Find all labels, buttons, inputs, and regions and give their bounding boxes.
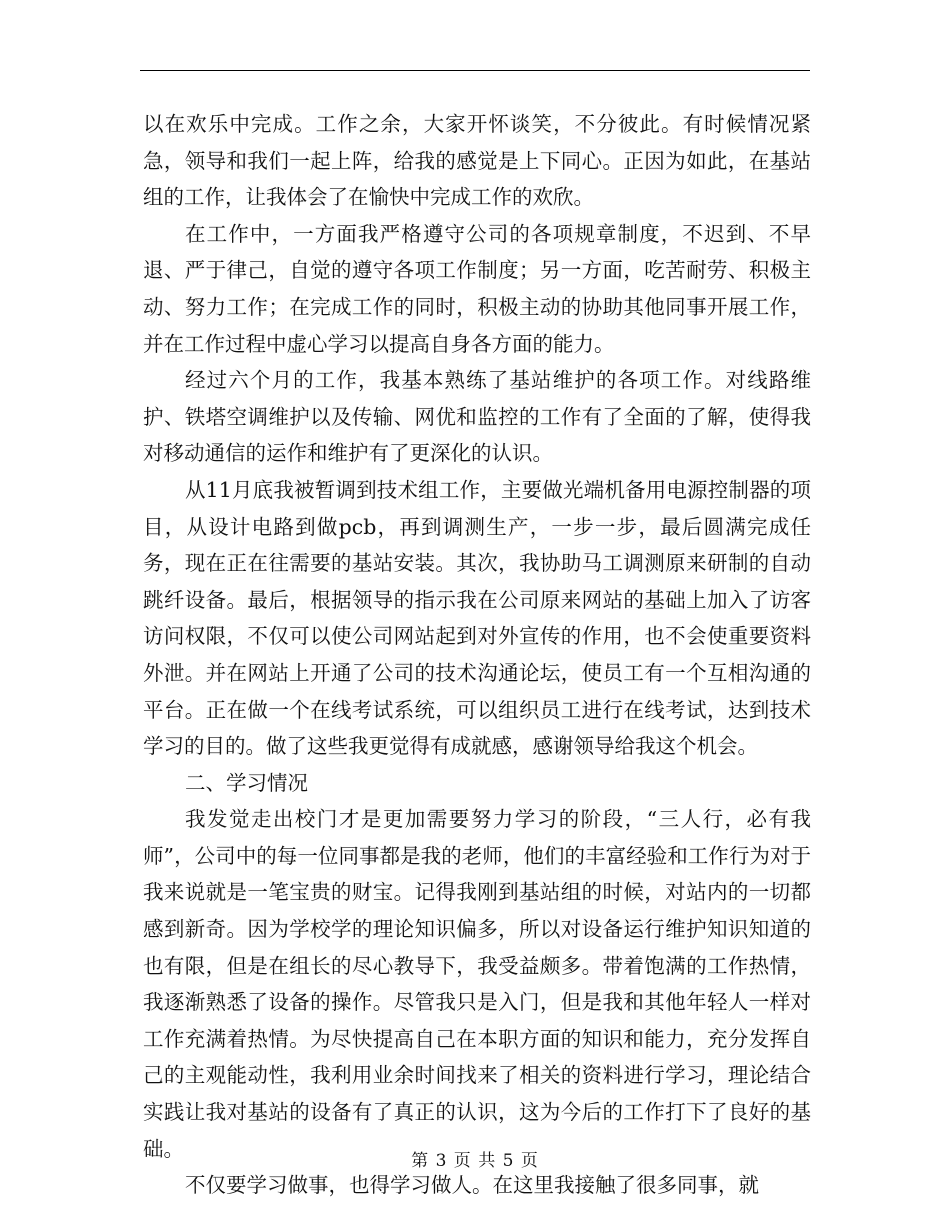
paragraph-1: 以在欢乐中完成。工作之余，大家开怀谈笑，不分彼此。有时候情况紧急，领导和我们一起上阵，给我的感觉是上下同心。正因为如此，在基站组的工作，让我体会了在愉快中完成工作的欢欣。 [143, 112, 811, 210]
paragraph-5: 我发觉走出校门才是更加需要努力学习的阶段，“三人行，必有我师”，公司中的每一位同事都是我的老师，他们的丰富经验和工作行为对于我来说就是一笔宝贵的财宝。记得我刚到基站组的时候，对站内的一切都感到新奇。因为学校学的理论知识偏多，所以对设备运行维护知识知道的也有限，但是在组长的尽心教导下，我受益颇多。带着饱满的工作热情，我逐渐熟悉了设备的操作。尽管我只是入门，但是我和其他年轻人一样对工作充满着热情。为尽快提高自己在本职方面的知识和能力，充分发挥自己的主观能动性，我利用业余时间找来了相关的资料进行学习，理论结合实践让我对基站的设备有了真正的认识，这为今后的工作打下了良好的基础。 [143, 807, 811, 1161]
paragraph-6: 不仅要学习做事，也得学习做人。在这里我接触了很多同事，就 [185, 1173, 759, 1198]
header-rule [140, 70, 810, 71]
paragraph-2: 在工作中，一方面我严格遵守公司的各项规章制度，不迟到、不早退、严于律己，自觉的遵守各项工作制度；另一方面，吃苦耐劳、积极主动、努力工作；在完成工作的同时，积极主动的协助其他同事开展工作，并在工作过程中虚心学习以提高自身各方面的能力。 [143, 221, 811, 356]
body-text [143, 106, 811, 1204]
page-footer: 第 3 页 共 5 页 [411, 1151, 539, 1171]
paragraph-4: 从11月底我被暂调到技术组工作，主要做光端机备用电源控制器的项目，从设计电路到做pcb，再到调测生产，一步一步，最后圆满完成任务，现在正在往需要的基站安装。其次，我协助马工调测原来研制的自动跳纤设备。最后，根据领导的指示我在公司原来网站的基础上加入了访客访问权限，不仅可以使公司网站起到对外宣传的作用，也不会使重要资料外泄。并在网站上开通了公司的技术沟通论坛，使员工有一个互相沟通的平台。正在做一个在线考试系统，可以组织员工进行在线考试，达到技术学习的目的。做了这些我更觉得有成就感，感谢领导给我这个机会。 [143, 477, 811, 759]
section-heading-study: 二、学习情况 [185, 770, 308, 795]
paragraph-3: 经过六个月的工作，我基本熟练了基站维护的各项工作。对线路维护、铁塔空调维护以及传输、网优和监控的工作有了全面的了解，使得我对移动通信的运作和维护有了更深化的认识。 [143, 368, 811, 466]
